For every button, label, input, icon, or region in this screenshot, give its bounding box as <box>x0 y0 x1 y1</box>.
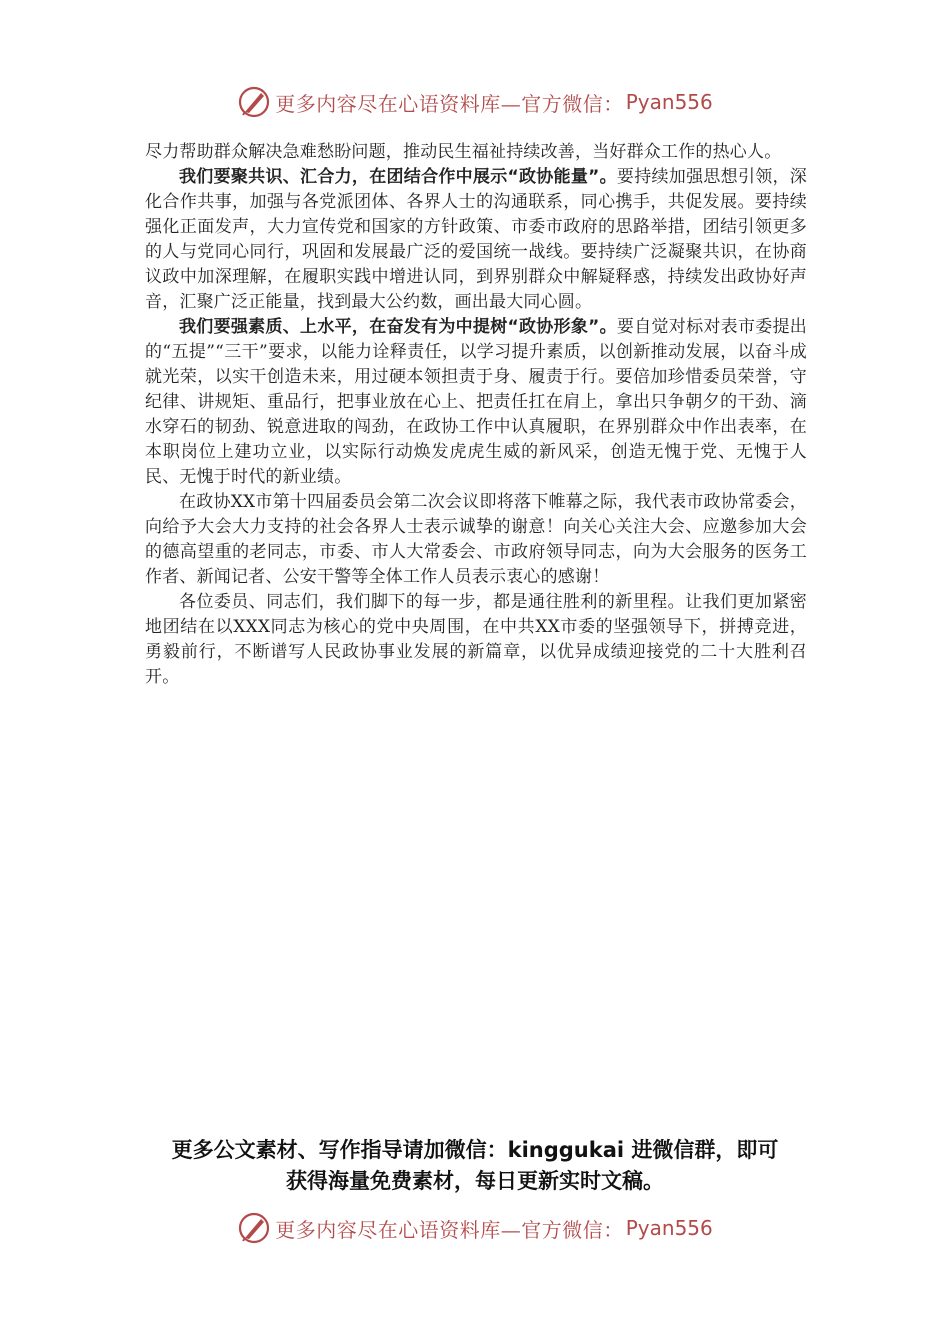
paragraph-quality-heading: 我们要强素质、上水平，在奋发有为中提树“政协形象”。 <box>179 317 617 337</box>
promo-notice <box>100 1135 850 1197</box>
watermark-text: 更多内容尽在心语资料库—官方微信： <box>275 1217 624 1242</box>
paragraph-consensus-body: 要持续加强思想引领，深化合作共事，加强与各党派团体、各界人士的沟通联系，同心携手，共促发展。要持续强化正面发声，大力宣传党和国家的方针政策、市委市政府的思路举措，团结引领更多的人与党同心同行，巩固和发展最广泛的爱国统一战线。要持续广泛凝聚共识，在协商议政中加深理解，在履职实践中增进认同，到界别群众中解疑释惑，持续发出政协好声音，汇聚广泛正能量，找到最大公约数，画出最大同心圆。 <box>145 167 808 312</box>
paragraph-thanks: 在政协XX市第十四届委员会第二次会议即将落下帷幕之际，我代表市政协常委会，向给予大会大力支持的社会各界人士表示诚挚的谢意！向关心关注大会、应邀参加大会的德高望重的老同志，市委、市人大常委会、市政府领导同志，向为大会服务的医务工作者、新闻记者、公安干警等全体工作人员表示衷心的感谢！ <box>145 492 807 587</box>
footer-watermark <box>0 1208 950 1248</box>
paragraph-quality-body: 要自觉对标对表市委提出的“五提”“三干”要求，以能力诠释责任，以学习提升素质，以创新推动发展，以奋斗成就光荣，以实干创造未来，用过硬本领担责于身、履责于行。要倍加珍惜委员荣誉，守纪律、讲规矩、重品行，把事业放在心上、把责任扛在肩上，拿出只争朝夕的干劲、滴水穿石的韧劲、锐意进取的闯劲，在政协工作中认真履职，在界别群众中作出表率，在本职岗位上建功立业，以实际行动焕发虎虎生威的新风采，创造无愧于党、无愧于人民、无愧于时代的新业绩。 <box>145 317 808 487</box>
watermark-wechat-id: Pyan556 <box>625 1216 713 1240</box>
paragraph-quality <box>145 315 807 490</box>
paragraph-consensus <box>145 165 807 315</box>
quill-pen-icon <box>237 1211 271 1245</box>
header-watermark <box>0 82 950 122</box>
paragraph-continuation: 尽力帮助群众解决急难愁盼问题，推动民生福祉持续改善，当好群众工作的热心人。 <box>145 142 782 162</box>
watermark-wechat-id: Pyan556 <box>625 90 713 114</box>
document-body <box>145 140 807 690</box>
promo-line-1: 更多公文素材、写作指导请加微信：kinggukai 进微信群，即可 <box>171 1138 779 1162</box>
quill-pen-icon <box>237 85 271 119</box>
paragraph-consensus-heading: 我们要聚共识、汇合力，在团结合作中展示“政协能量”。 <box>179 167 617 187</box>
promo-line-2: 获得海量免费素材，每日更新实时文稿。 <box>286 1169 664 1193</box>
paragraph-closing: 各位委员、同志们，我们脚下的每一步，都是通往胜利的新里程。让我们更加紧密地团结在以XXX同志为核心的党中央周围，在中共XX市委的坚强领导下，拼搏竞进，勇毅前行，不断谱写人民政协事业发展的新篇章，以优异成绩迎接党的二十大胜利召开。 <box>145 592 807 687</box>
watermark-text: 更多内容尽在心语资料库—官方微信： <box>275 91 624 116</box>
